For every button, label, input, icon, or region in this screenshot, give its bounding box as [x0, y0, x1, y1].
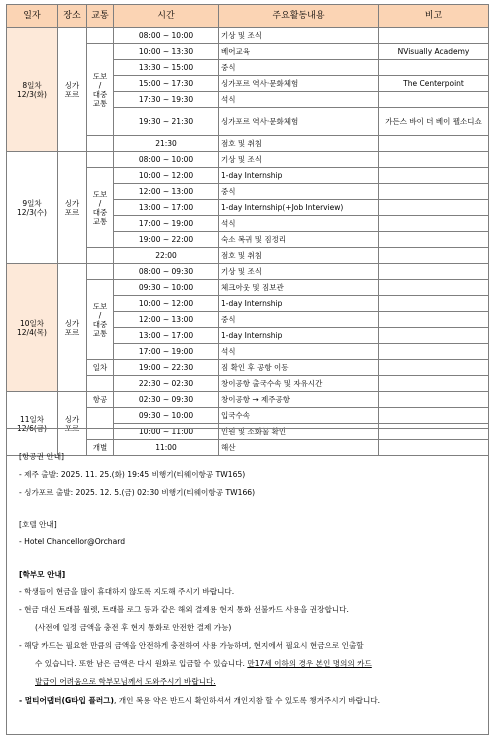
- transport-cell: [87, 28, 114, 44]
- time-cell: 10:00 ~ 13:30: [114, 44, 219, 60]
- time-cell: 08:00 ~ 09:30: [114, 264, 219, 280]
- day-date-cell: 10일차 12/4(목): [7, 264, 58, 392]
- activity-cell: 인원 및 소화물 확인: [219, 424, 379, 440]
- parent-note-3b: 수 있습니다. 또한 남은 금액은 다시 원화로 입금할 수 있습니다. 만17세 이하의 경우 본인 명의의 카드: [35, 659, 372, 668]
- table-row: [7, 392, 489, 408]
- activity-cell: 싱가포르 역사·문화체험: [219, 108, 379, 136]
- activity-cell: 점호 및 취침: [219, 248, 379, 264]
- note-cell: [379, 360, 489, 376]
- header-transport: 교통: [87, 5, 114, 28]
- notes-box: [6, 428, 489, 735]
- transport-cell: 개별: [87, 440, 114, 456]
- note-cell: [379, 152, 489, 168]
- parent-note-1: - 학생들이 현금을 많이 휴대하지 않도록 지도해 주시기 바랍니다.: [19, 587, 235, 596]
- transport-cell: [87, 264, 114, 280]
- hotel-title: [호텔 안내]: [19, 520, 57, 529]
- time-cell: 08:00 ~ 10:00: [114, 28, 219, 44]
- activity-cell: 기상 및 조식: [219, 152, 379, 168]
- activity-cell: 1-day Internship(+Job Interview): [219, 200, 379, 216]
- activity-cell: 석식: [219, 344, 379, 360]
- transport-cell: 도보 / 대중 교통: [87, 168, 114, 248]
- activity-cell: 숙소 복귀 및 짐정리: [219, 232, 379, 248]
- day-place-cell: 싱가 포르: [58, 392, 87, 456]
- day-date-cell: 8일차 12/3(화): [7, 28, 58, 152]
- activity-cell: 해산: [219, 440, 379, 456]
- table-row: [7, 264, 489, 280]
- parent-note-3: - 해당 카드는 필요한 만큼의 금액을 안전하게 충전하여 사용 가능하며, 현지에서 필요시 현금으로 인출할: [19, 641, 364, 650]
- activity-cell: 1-day Internship: [219, 168, 379, 184]
- transport-cell: [87, 136, 114, 152]
- time-cell: 09:30 ~ 10:00: [114, 280, 219, 296]
- header-place: 장소: [58, 5, 87, 28]
- table-row: [7, 152, 489, 168]
- activity-cell: 1-day Internship: [219, 296, 379, 312]
- transport-cell: [87, 376, 114, 392]
- flight-title: [항공권 안내]: [19, 452, 65, 461]
- transport-cell: 도보 / 대중 교통: [87, 44, 114, 136]
- header-date: 일자: [7, 5, 58, 28]
- parent-note-2: - 현금 대신 트래블 월렛, 트래블 로그 등과 같은 해외 결제용 현지 통화 선불카드 사용을 권장합니다.: [19, 605, 349, 614]
- note-cell: [379, 296, 489, 312]
- time-cell: 12:00 ~ 13:00: [114, 184, 219, 200]
- note-cell: [379, 376, 489, 392]
- parent-note-4: - 멀티어댑터(G타입 플러그), 개인 복용 약은 반드시 확인하셔서 개인지참 할 수 있도록 챙겨주시기 바랍니다.: [19, 696, 381, 705]
- time-cell: 13:30 ~ 15:00: [114, 60, 219, 76]
- activity-cell: 점호 및 취침: [219, 136, 379, 152]
- time-cell: 13:00 ~ 17:00: [114, 200, 219, 216]
- hotel-name: - Hotel Chancellor@Orchard: [19, 537, 126, 546]
- parent-title: [학부모 안내]: [19, 570, 66, 579]
- time-cell: 17:00 ~ 19:00: [114, 344, 219, 360]
- time-cell: 02:30 ~ 09:30: [114, 392, 219, 408]
- day-place-cell: 싱가 포르: [58, 264, 87, 392]
- day-place-cell: 싱가 포르: [58, 152, 87, 264]
- note-cell: [379, 328, 489, 344]
- time-cell: 19:00 ~ 22:00: [114, 232, 219, 248]
- schedule-table: [6, 4, 489, 456]
- time-cell: 13:00 ~ 17:00: [114, 328, 219, 344]
- note-cell: [379, 232, 489, 248]
- time-cell: 22:30 ~ 02:30: [114, 376, 219, 392]
- note-cell: [379, 136, 489, 152]
- activity-cell: 기상 및 조식: [219, 264, 379, 280]
- note-cell: [379, 312, 489, 328]
- time-cell: 19:30 ~ 21:30: [114, 108, 219, 136]
- activity-cell: 석식: [219, 92, 379, 108]
- time-cell: 11:00: [114, 440, 219, 456]
- note-cell: [379, 392, 489, 408]
- note-cell: [379, 408, 489, 424]
- time-cell: 12:00 ~ 13:00: [114, 312, 219, 328]
- time-cell: 19:00 ~ 22:30: [114, 360, 219, 376]
- note-cell: 가든스 바이 더 베이 펠소디쇼: [379, 108, 489, 136]
- day-date-cell: 11일차 12/6(금): [7, 392, 58, 456]
- time-cell: 10:00 ~ 11:00: [114, 424, 219, 440]
- note-cell: [379, 184, 489, 200]
- note-cell: [379, 344, 489, 360]
- activity-cell: 체크아웃 및 짐보관: [219, 280, 379, 296]
- activity-cell: 1-day Internship: [219, 328, 379, 344]
- note-cell: [379, 92, 489, 108]
- activity-cell: 석식: [219, 216, 379, 232]
- time-cell: 22:00: [114, 248, 219, 264]
- transport-cell: 도보 / 대중 교통: [87, 280, 114, 360]
- activity-cell: 기상 및 조식: [219, 28, 379, 44]
- note-cell: [379, 28, 489, 44]
- note-cell: The Centerpoint: [379, 76, 489, 92]
- activity-cell: 중식: [219, 60, 379, 76]
- transport-cell: [87, 152, 114, 168]
- day-place-cell: 싱가 포르: [58, 28, 87, 152]
- note-cell: [379, 264, 489, 280]
- activity-cell: 짐 확인 후 공항 이동: [219, 360, 379, 376]
- activity-cell: 창이공항 → 제주공항: [219, 392, 379, 408]
- day-date-cell: 9일차 12/3(수): [7, 152, 58, 264]
- time-cell: 21:30: [114, 136, 219, 152]
- note-cell: [379, 248, 489, 264]
- time-cell: 08:00 ~ 10:00: [114, 152, 219, 168]
- transport-cell: 항공: [87, 392, 114, 408]
- header-note: 비고: [379, 5, 489, 28]
- activity-cell: 베어교육: [219, 44, 379, 60]
- header-time: 시간: [114, 5, 219, 28]
- activity-cell: 싱가포르 역사·문화체험: [219, 76, 379, 92]
- activity-cell: 중식: [219, 184, 379, 200]
- time-cell: 17:30 ~ 19:30: [114, 92, 219, 108]
- note-cell: [379, 168, 489, 184]
- time-cell: 09:30 ~ 10:00: [114, 408, 219, 424]
- note-cell: [379, 60, 489, 76]
- table-row: [7, 28, 489, 44]
- parent-note-3c: 발급이 어려움으로 학부모님께서 도와주시기 바랍니다.: [35, 677, 216, 686]
- parent-note-2b: (사전에 일정 금액을 충전 후 현지 통화로 안전한 결제 가능): [35, 623, 232, 632]
- time-cell: 10:00 ~ 12:00: [114, 296, 219, 312]
- time-cell: 17:00 ~ 19:00: [114, 216, 219, 232]
- time-cell: 15:00 ~ 17:30: [114, 76, 219, 92]
- header-activity: 주요활동내용: [219, 5, 379, 28]
- note-cell: [379, 200, 489, 216]
- activity-cell: 창이공항 출국수속 및 자유시간: [219, 376, 379, 392]
- note-cell: [379, 280, 489, 296]
- activity-cell: 중식: [219, 312, 379, 328]
- flight-in: - 싱가포르 출발: 2025. 12. 5.(금) 02:30 비행기(티웨이항공 TW166): [19, 488, 256, 497]
- note-cell: [379, 216, 489, 232]
- header-row: [7, 5, 489, 28]
- transport-cell: [87, 248, 114, 264]
- flight-out: - 제주 출발: 2025. 11. 25.(화) 19:45 비행기(티웨이항공 TW165): [19, 470, 246, 479]
- activity-cell: 입국수속: [219, 408, 379, 424]
- note-cell: NVisually Academy: [379, 44, 489, 60]
- time-cell: 10:00 ~ 12:00: [114, 168, 219, 184]
- transport-cell: 일차: [87, 360, 114, 376]
